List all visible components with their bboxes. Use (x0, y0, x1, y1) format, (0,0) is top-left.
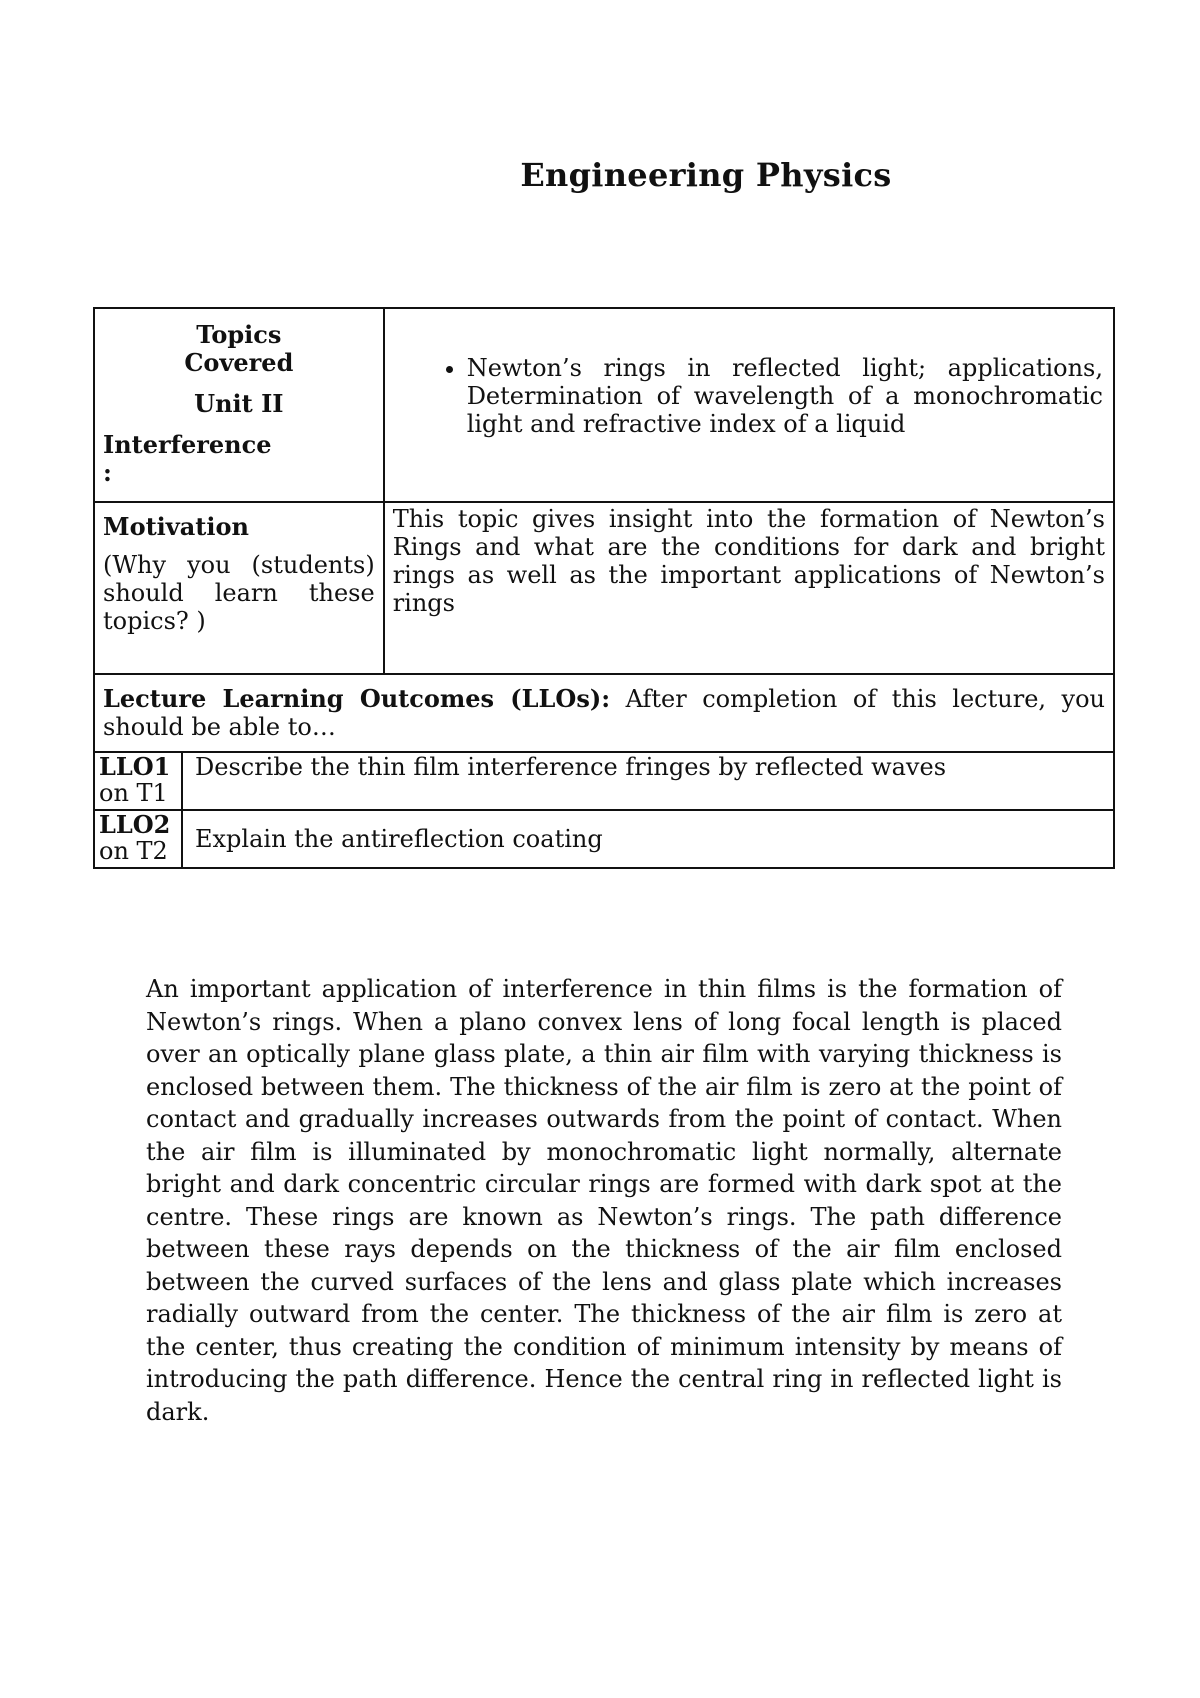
llo-header-text: After completion of this lecture, you should be able to… (103, 685, 1106, 741)
llo-description: Describe the thin film interference fringes by reflected waves (182, 752, 1114, 810)
colon-label: : (103, 458, 112, 487)
llo-code: LLO1 (99, 752, 171, 781)
lecture-info-table (93, 307, 1115, 869)
motivation-row (94, 502, 1114, 674)
motivation-label: Motivation (103, 512, 249, 541)
covered-label: Covered (184, 348, 294, 377)
topics-row (94, 308, 1114, 502)
topics-bullet-list (395, 354, 1103, 438)
llo-target: on T1 (99, 779, 168, 807)
motivation-label-cell (94, 502, 384, 674)
topic-bullet-item: • Newton’s rings in reflected light; applications, Determination of wavelength of a monochromatic light and refractive index of a liquid (467, 354, 1103, 438)
motivation-sublabel: (Why you (students) should learn these topics? ) (103, 551, 375, 635)
llo-label-cell (94, 752, 182, 810)
llo-header-cell (94, 674, 1114, 752)
interference-label: Interference (103, 430, 272, 459)
llo-label-cell (94, 810, 182, 868)
llo-header-bold: Lecture Learning Outcomes (LLOs): (103, 684, 611, 713)
llo-description: Explain the antireflection coating (182, 810, 1114, 868)
unit-label: Unit II (194, 389, 284, 418)
llo-header-row (94, 674, 1114, 752)
topics-content-cell (384, 308, 1114, 502)
body-paragraph: An important application of interference in thin films is the formation of Newton’s rings. When a plano convex lens of long focal length is placed over an optically plane glass plate, a thin air film with varying thickness is enclosed between them. The thickness of the air film is zero at the point of contact and gradually increases outwards from the point of contact. When the air film is illuminated by monochromatic light normally, alternate bright and dark concentric circular rings are formed with dark spot at the centre. These rings are known as Newton’s rings. The path difference between these rays depends on the thickness of the air film enclosed between the curved surfaces of the lens and glass plate which increases radially outward from the center. The thickness of the air film is zero at the center, thus creating the condition of minimum intensity by means of introducing the path difference. Hence the central ring in reflected light is dark. (146, 975, 1062, 1426)
llo-target: on T2 (99, 837, 168, 865)
topics-label: Topics (196, 320, 282, 349)
llo-code: LLO2 (99, 810, 171, 839)
llo-row (94, 810, 1114, 868)
llo-row (94, 752, 1114, 810)
topics-label-cell (94, 308, 384, 502)
motivation-text: This topic gives insight into the formation of Newton’s Rings and what are the conditions for dark and bright rings as well as the important applications of Newton’s rings (384, 502, 1114, 674)
page-title: Engineering Physics (520, 156, 892, 194)
